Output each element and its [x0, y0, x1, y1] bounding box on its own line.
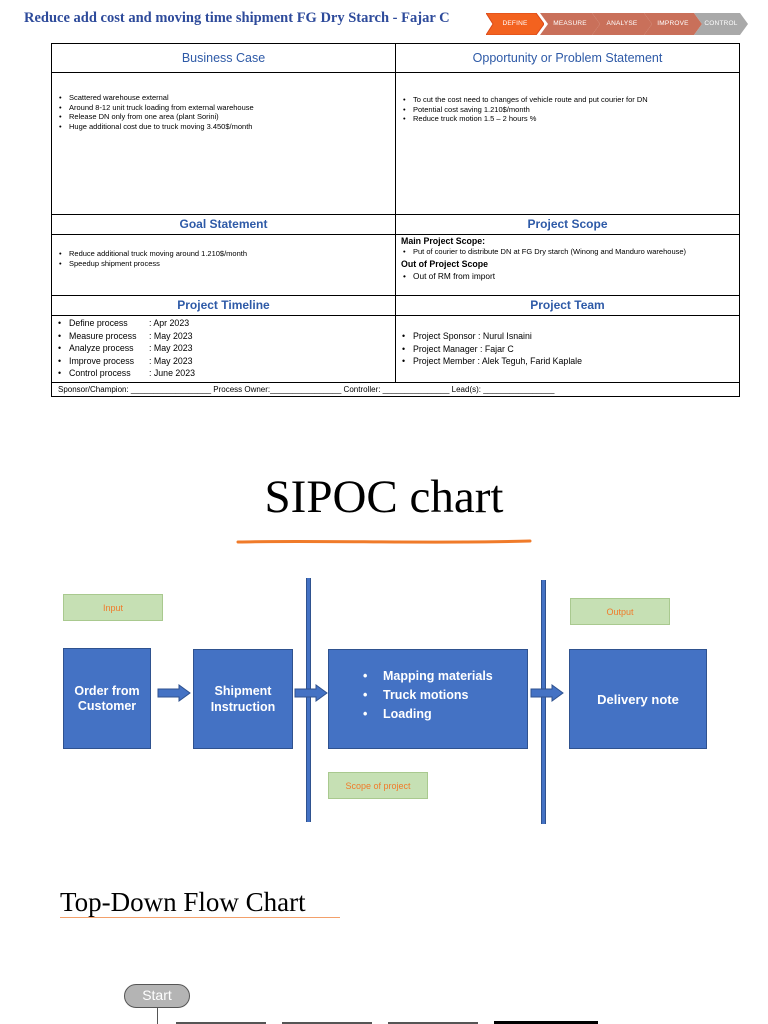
business-case-list [52, 93, 395, 131]
order-box[interactable] [63, 648, 151, 749]
list-item: • Around 8-12 unit truck loading from external warehouse [69, 103, 395, 113]
project-scope-heading: Project Scope [396, 215, 740, 235]
phase-control-label: CONTROL [704, 20, 738, 27]
input-tag: Input [63, 594, 163, 621]
list-item: • Loading [359, 705, 527, 724]
list-item: • Reduce truck motion 1.5 – 2 hours % [413, 114, 739, 124]
phase-define[interactable] [486, 13, 544, 35]
arrow-right-icon [530, 684, 564, 702]
list-item: • Project Sponsor : Nurul Isnaini [413, 330, 739, 343]
timeline-process: Improve process [69, 355, 135, 366]
project-timeline-heading: Project Timeline [52, 296, 396, 316]
phase-measure[interactable] [540, 13, 600, 35]
timeline-date: : June 2023 [149, 368, 195, 379]
signature-line: Sponsor/Champion: __________________ Process Owner:________________ Controller: _______________ Lead(s): ________________ [52, 383, 740, 397]
process-list [359, 667, 527, 724]
timeline-row [69, 342, 395, 355]
goal-list [52, 249, 395, 268]
project-team-heading: Project Team [396, 296, 740, 316]
goal-statement-heading: Goal Statement [52, 215, 396, 235]
list-item: • Mapping materials [359, 667, 527, 686]
shipment-box-label: Shipment Instruction [210, 684, 276, 714]
timeline-row [69, 367, 395, 380]
start-node[interactable]: Start [124, 984, 190, 1008]
flow-title-underline [60, 917, 340, 918]
opportunity-list [396, 95, 739, 124]
phase-measure-label: MEASURE [553, 20, 587, 27]
arrow-right-icon [294, 684, 328, 702]
document-title: Reduce add cost and moving time shipment FG Dry Starch - Fajar C [24, 10, 450, 26]
timeline-date: : May 2023 [149, 355, 193, 366]
timeline-process: Measure process [69, 330, 137, 341]
goal-statement-cell [52, 235, 396, 296]
connector [157, 1008, 158, 1024]
list-item: • Put of courier to distribute DN at FG Dry starch (Winong and Manduro warehouse) [413, 247, 739, 257]
main-scope-list [396, 247, 739, 257]
team-list [396, 330, 739, 368]
timeline-row [69, 355, 395, 368]
list-item: • Project Manager : Fajar C [413, 343, 739, 356]
list-item: • Out of RM from import [413, 270, 739, 282]
timeline-process: Control process [69, 368, 131, 379]
process-box[interactable] [328, 649, 528, 749]
phase-define-label: DEFINE [502, 20, 528, 27]
delivery-box-label: Delivery note [597, 691, 679, 707]
shipment-box[interactable] [193, 649, 293, 749]
scope-boundary-right [541, 580, 546, 824]
business-case-cell [52, 73, 396, 215]
list-item: • Speedup shipment process [69, 259, 395, 269]
list-item: • Scattered warehouse external [69, 93, 395, 103]
sipoc-title: SIPOC chart [264, 471, 504, 523]
list-item: • Reduce additional truck moving around 1.210$/month [69, 249, 395, 259]
order-box-label: Order from Customer [74, 683, 140, 713]
output-tag: Output [570, 598, 670, 625]
flow-chart-title: Top-Down Flow Chart [60, 887, 306, 917]
timeline-list [52, 317, 395, 380]
list-item: • Release DN only from one area (plant Sorini) [69, 112, 395, 122]
phase-analyse[interactable] [592, 13, 652, 35]
opportunity-heading: Opportunity or Problem Statement [396, 44, 740, 73]
phase-control[interactable] [694, 13, 748, 35]
timeline-process: Analyze process [69, 343, 134, 354]
project-timeline-cell [52, 316, 396, 383]
timeline-row [69, 330, 395, 343]
delivery-box[interactable] [569, 649, 707, 749]
list-item: • Truck motions [359, 686, 527, 705]
list-item: • Project Member : Alek Teguh, Farid Kaplale [413, 355, 739, 368]
project-charter-table [51, 43, 740, 397]
out-scope-list [396, 270, 739, 282]
list-item: • Potential cost saving 1.210$/month [413, 105, 739, 115]
out-scope-label: Out of Project Scope [401, 258, 489, 269]
business-case-heading: Business Case [52, 44, 396, 73]
project-scope-cell [396, 235, 740, 296]
phase-analyse-label: ANALYSE [606, 20, 638, 27]
list-item: • Huge additional cost due to truck moving 3.450$/month [69, 122, 395, 132]
phase-improve-label: IMPROVE [657, 20, 689, 27]
title-underline [236, 538, 532, 546]
timeline-process: Define process [69, 318, 128, 328]
timeline-row [69, 317, 395, 330]
main-scope-label: Main Project Scope: [401, 236, 486, 246]
timeline-date: : May 2023 [149, 330, 193, 341]
timeline-date: : May 2023 [149, 343, 193, 354]
timeline-date: : Apr 2023 [149, 318, 190, 328]
project-team-cell [396, 316, 740, 383]
arrow-right-icon [157, 684, 191, 702]
opportunity-cell [396, 73, 740, 215]
scope-tag: Scope of project [328, 772, 428, 799]
list-item: • To cut the cost need to changes of vehicle route and put courier for DN [413, 95, 739, 105]
